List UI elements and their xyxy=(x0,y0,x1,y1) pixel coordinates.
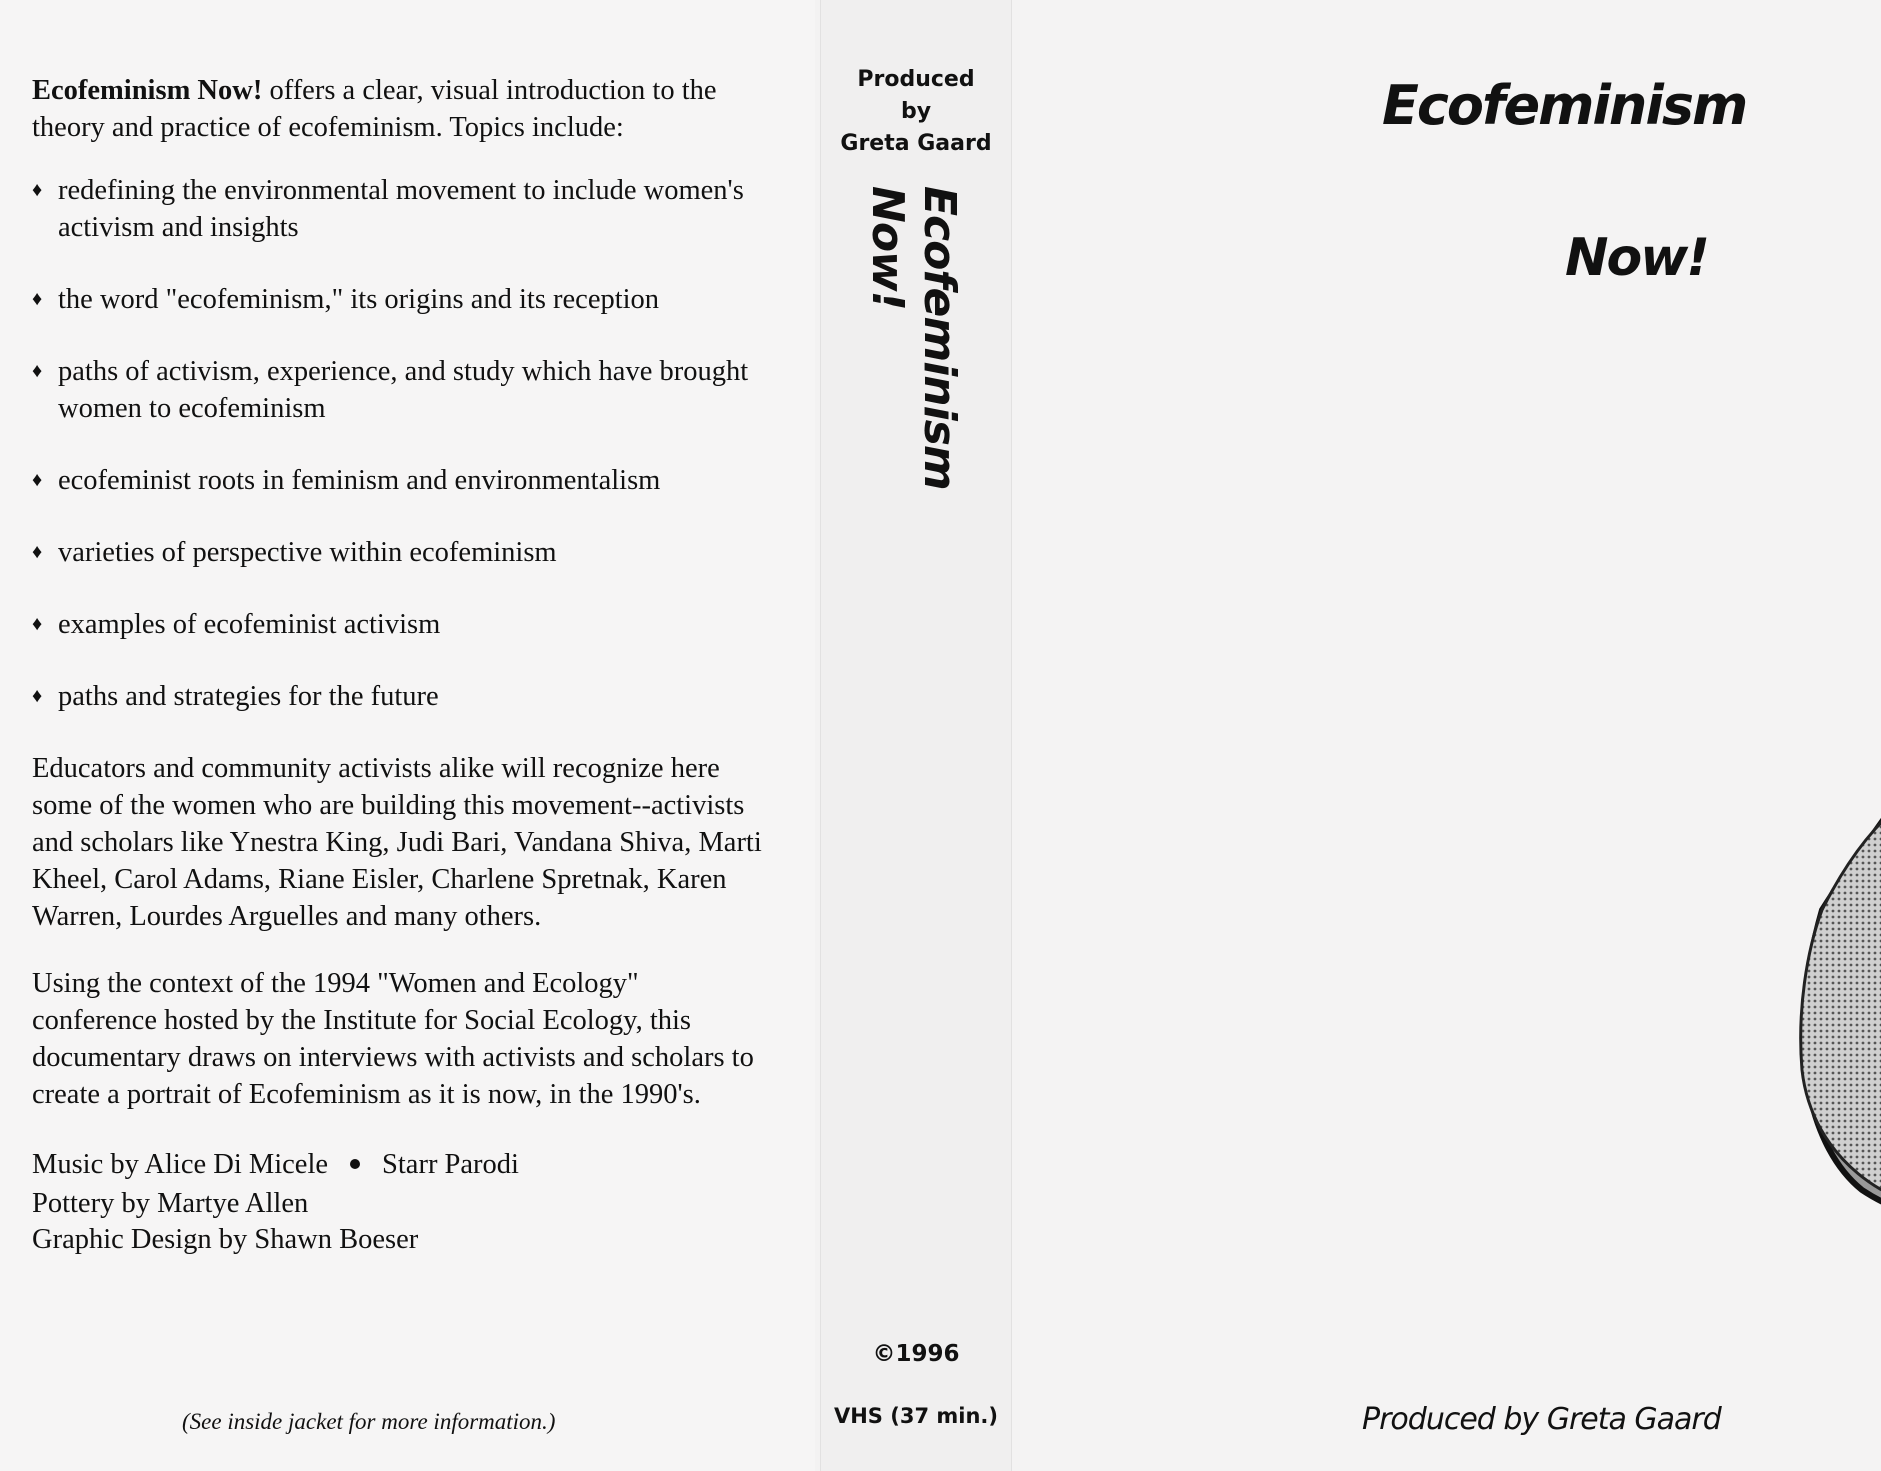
front-panel xyxy=(1012,0,1881,1471)
music-credit-b: Starr Parodi xyxy=(382,1149,519,1180)
spine-producer xyxy=(806,64,1026,160)
pottery-credit: Pottery by Martye Allen xyxy=(32,1188,309,1219)
format-runtime: VHS (37 min.) xyxy=(833,1404,998,1428)
topic-text: paths and strategies for the future xyxy=(58,681,439,712)
music-credit-a: Music by Alice Di Micele xyxy=(32,1149,329,1180)
bullet-icon: ♦ xyxy=(32,613,43,635)
list-item xyxy=(32,678,762,715)
pottery-bowl-illustration xyxy=(1752,170,1881,1320)
context-paragraph: Using the context of the 1994 "Women and Ecology" conference hosted by the Institute for Social Ecology, this documentary draws on interviews with activists and scholars to create a portrait of Ecofeminism as it is now, in the 1990's. xyxy=(32,968,754,1110)
spine-title-line1: Ecofeminism xyxy=(914,186,965,490)
topic-text: the word "ecofeminism," its origins and its reception xyxy=(58,284,660,315)
spine-title xyxy=(855,186,965,566)
list-item xyxy=(32,281,762,318)
spine-produced-line: Produced xyxy=(857,67,975,92)
list-item xyxy=(32,172,762,246)
front-title-line1: Ecofeminism xyxy=(1382,74,1747,137)
bullet-icon: ♦ xyxy=(32,541,43,563)
credits xyxy=(32,1143,762,1258)
topics-list xyxy=(32,172,762,715)
bullet-icon: ♦ xyxy=(32,179,43,201)
topic-text: ecofeminist roots in feminism and environmentalism xyxy=(58,465,661,496)
topic-text: varieties of perspective within ecofeminism xyxy=(58,537,557,568)
intro-text: offers a clear, visual introduction to the theory and practice of ecofeminism. Topics include: xyxy=(32,75,717,143)
intro-paragraph xyxy=(32,72,762,146)
spine-by-line: by xyxy=(900,99,932,124)
front-title-line2: Now! xyxy=(1565,228,1708,288)
intro-title: Ecofeminism Now! xyxy=(32,75,263,106)
copyright-year: ©1996 xyxy=(872,1341,960,1367)
see-inside-note: (See inside jacket for more information.) xyxy=(182,1409,556,1434)
bullet-icon: ♦ xyxy=(32,469,43,491)
back-description xyxy=(32,72,762,1258)
bullet-icon: ♦ xyxy=(32,360,43,382)
bullet-icon: ♦ xyxy=(32,685,43,707)
list-item xyxy=(32,606,762,643)
back-panel xyxy=(0,0,815,1471)
spine-producer-name: Greta Gaard xyxy=(840,131,992,156)
list-item xyxy=(32,353,762,427)
bullet-icon: ♦ xyxy=(32,288,43,310)
list-item xyxy=(32,534,762,571)
music-credit xyxy=(32,1143,762,1186)
list-item xyxy=(32,462,762,499)
topic-text: examples of ecofeminist activism xyxy=(58,609,441,640)
spine-title-line2: Now! xyxy=(862,186,913,310)
dot-separator-icon xyxy=(350,1159,360,1169)
topic-text: paths of activism, experience, and study which have brought women to ecofeminism xyxy=(58,356,749,424)
design-credit: Graphic Design by Shawn Boeser xyxy=(32,1224,419,1255)
front-producer: Produced by Greta Gaard xyxy=(1362,1402,1721,1437)
educators-paragraph: Educators and community activists alike will recognize here some of the women who are building this movement--activists and scholars like Ynestra King, Judi Bari, Vandana Shiva, Marti Kheel, Carol Adams, Riane Eisler, Charlene Spretnak, Karen Warren, Lourdes Arguelles and many others. xyxy=(32,753,762,932)
topic-text: redefining the environmental movement to include women's activism and insights xyxy=(58,175,744,243)
